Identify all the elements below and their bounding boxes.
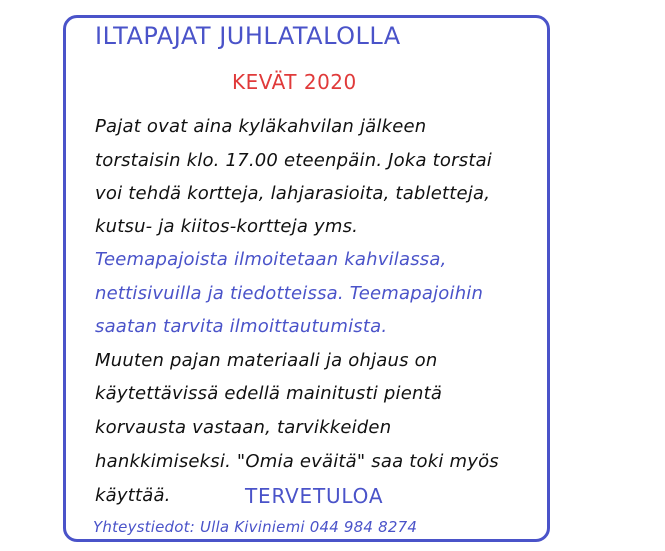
paragraph3-line: Muuten pajan materiaali ja ohjaus on <box>95 350 438 371</box>
poster-title: ILTAPAJAT JUHLATALOLLA <box>95 22 401 50</box>
welcome-text: TERVETULOA <box>245 484 384 508</box>
poster-subtitle: KEVÄT 2020 <box>232 70 357 94</box>
paragraph1-line: voi tehdä kortteja, lahjarasioita, tabletteja, <box>95 183 491 204</box>
paragraph3-line: käytettävissä edellä mainitusti pientä <box>95 383 443 404</box>
contact-info: Yhteystiedot: Ulla Kiviniemi 044 984 8274 <box>93 518 418 536</box>
paragraph1-line: kutsu- ja kiitos-kortteja yms. <box>95 216 359 237</box>
paragraph2-line: saatan tarvita ilmoittautumista. <box>95 316 388 337</box>
paragraph1-line: torstaisin klo. 17.00 eteenpäin. Joka torstai <box>95 150 493 171</box>
paragraph2-line: nettisivuilla ja tiedotteissa. Teemapajoihin <box>95 283 484 304</box>
paragraph3-line: korvausta vastaan, tarvikkeiden <box>95 417 392 438</box>
paragraph2-line: Teemapajoista ilmoitetaan kahvilassa, <box>95 249 447 270</box>
paragraph3-line: käyttää. <box>95 485 171 506</box>
paragraph1-line: Pajat ovat aina kyläkahvilan jälkeen <box>95 116 427 137</box>
paragraph3-line: hankkimiseksi. "Omia eväitä" saa toki myös <box>95 451 499 472</box>
